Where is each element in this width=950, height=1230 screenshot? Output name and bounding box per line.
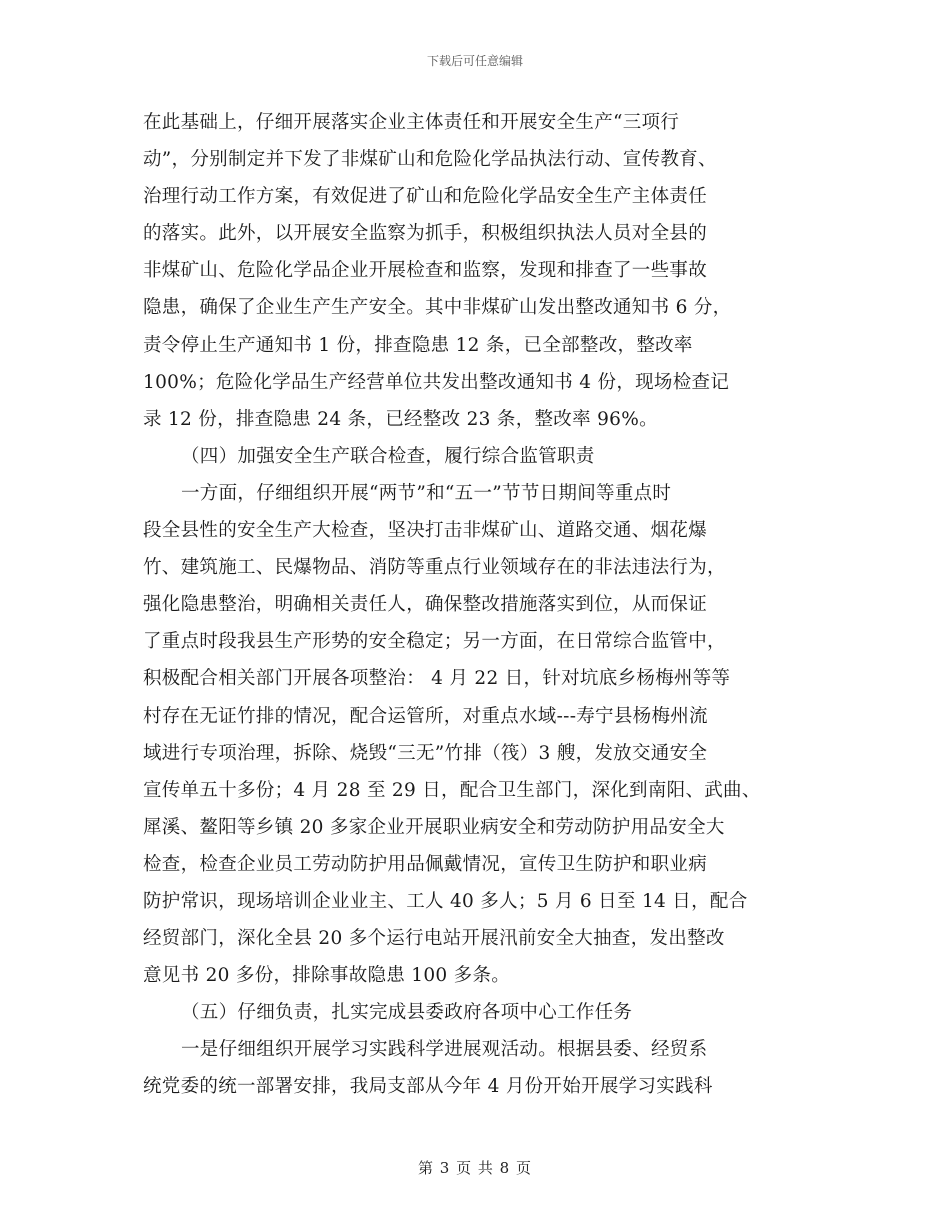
text-line: 意见书 20 多份，排除事故隐患 100 多条。 xyxy=(143,965,511,987)
text-line: 竹、建筑施工、民爆物品、消防等重点行业领域存在的非法违法行为， xyxy=(143,557,726,579)
text-line: 段全县性的安全生产大检查，坚决打击非煤矿山、道路交通、烟花爆 xyxy=(143,520,708,542)
text-line: 隐患，确保了企业生产生产安全。其中非煤矿山发出整改通知书 6 分， xyxy=(143,297,732,319)
text-line: 经贸部门，深化全县 20 多个运行电站开展汛前安全大抽查，发出整改 xyxy=(143,928,725,950)
text-line: 宣传单五十多份；4 月 28 至 29 日，配合卫生部门，深化到南阳、武曲、 xyxy=(143,779,761,801)
paragraph-start: 一是仔细组织开展学习实践科学进展观活动。根据县委、经贸系 xyxy=(181,1039,708,1061)
text-line: 非煤矿山、危险化学品企业开展检查和监察，发现和排查了一些事故 xyxy=(143,260,708,282)
text-line: 在此基础上，仔细开展落实企业主体责任和开展安全生产“三项行 xyxy=(143,112,680,133)
text-line: 统党委的统一部署安排，我局支部从今年 4 月份开始开展学习实践科 xyxy=(143,1076,713,1098)
text-line: 动”，分别制定并下发了非煤矿山和危险化学品执法行动、宣传教育、 xyxy=(143,149,717,171)
body-text xyxy=(143,104,823,1106)
text-line: 犀溪、鳌阳等乡镇 20 多家企业开展职业病安全和劳动防护用品安全大 xyxy=(143,816,725,838)
text-line: 强化隐患整治，明确相关责任人，确保整改措施落实到位，从而保证 xyxy=(143,594,708,616)
paragraph-start: 一方面，仔细组织开展“两节”和“五一”节节日期间等重点时 xyxy=(181,482,672,504)
page-header: 下载后可任意编辑 xyxy=(426,54,523,68)
text-line: 检查，检查企业员工劳动防护用品佩戴情况，宣传卫生防护和职业病 xyxy=(143,853,708,875)
text-line: 了重点时段我县生产形势的安全稳定；另一方面，在日常综合监管中， xyxy=(143,631,726,653)
text-line: 100%；危险化学品生产经营单位共发出整改通知书 4 份，现场检查记 xyxy=(143,371,730,393)
section-heading-4: （四）加强安全生产联合检查，履行综合监管职责 xyxy=(181,445,595,467)
page-footer: 第 3 页 共 8 页 xyxy=(418,1159,532,1177)
text-line: 录 12 份，排查隐患 24 条，已经整改 23 条，整改率 96%。 xyxy=(143,408,658,430)
text-line: 的落实。此外，以开展安全监察为抓手，积极组织执法人员对全县的 xyxy=(143,223,708,245)
text-line: 村存在无证竹排的情况，配合运管所，对重点水域---寿宁县杨梅州流 xyxy=(143,705,708,727)
text-line: 域进行专项治理，拆除、烧毁“三无”竹排（筏）3 艘，发放交通安全 xyxy=(143,742,708,764)
text-line: 防护常识，现场培训企业业主、工人 40 多人；5 月 6 日至 14 日，配合 xyxy=(143,890,748,912)
text-line: 责令停止生产通知书 1 份，排查隐患 12 条，已全部整改，整改率 xyxy=(143,334,693,356)
text-line: 积极配合相关部门开展各项整治： 4 月 22 日，针对坑底乡杨梅州等等 xyxy=(143,668,731,690)
section-heading-5: （五）仔细负责，扎实完成县委政府各项中心工作任务 xyxy=(181,1002,633,1024)
text-line: 治理行动工作方案，有效促进了矿山和危险化学品安全生产主体责任 xyxy=(143,186,708,208)
